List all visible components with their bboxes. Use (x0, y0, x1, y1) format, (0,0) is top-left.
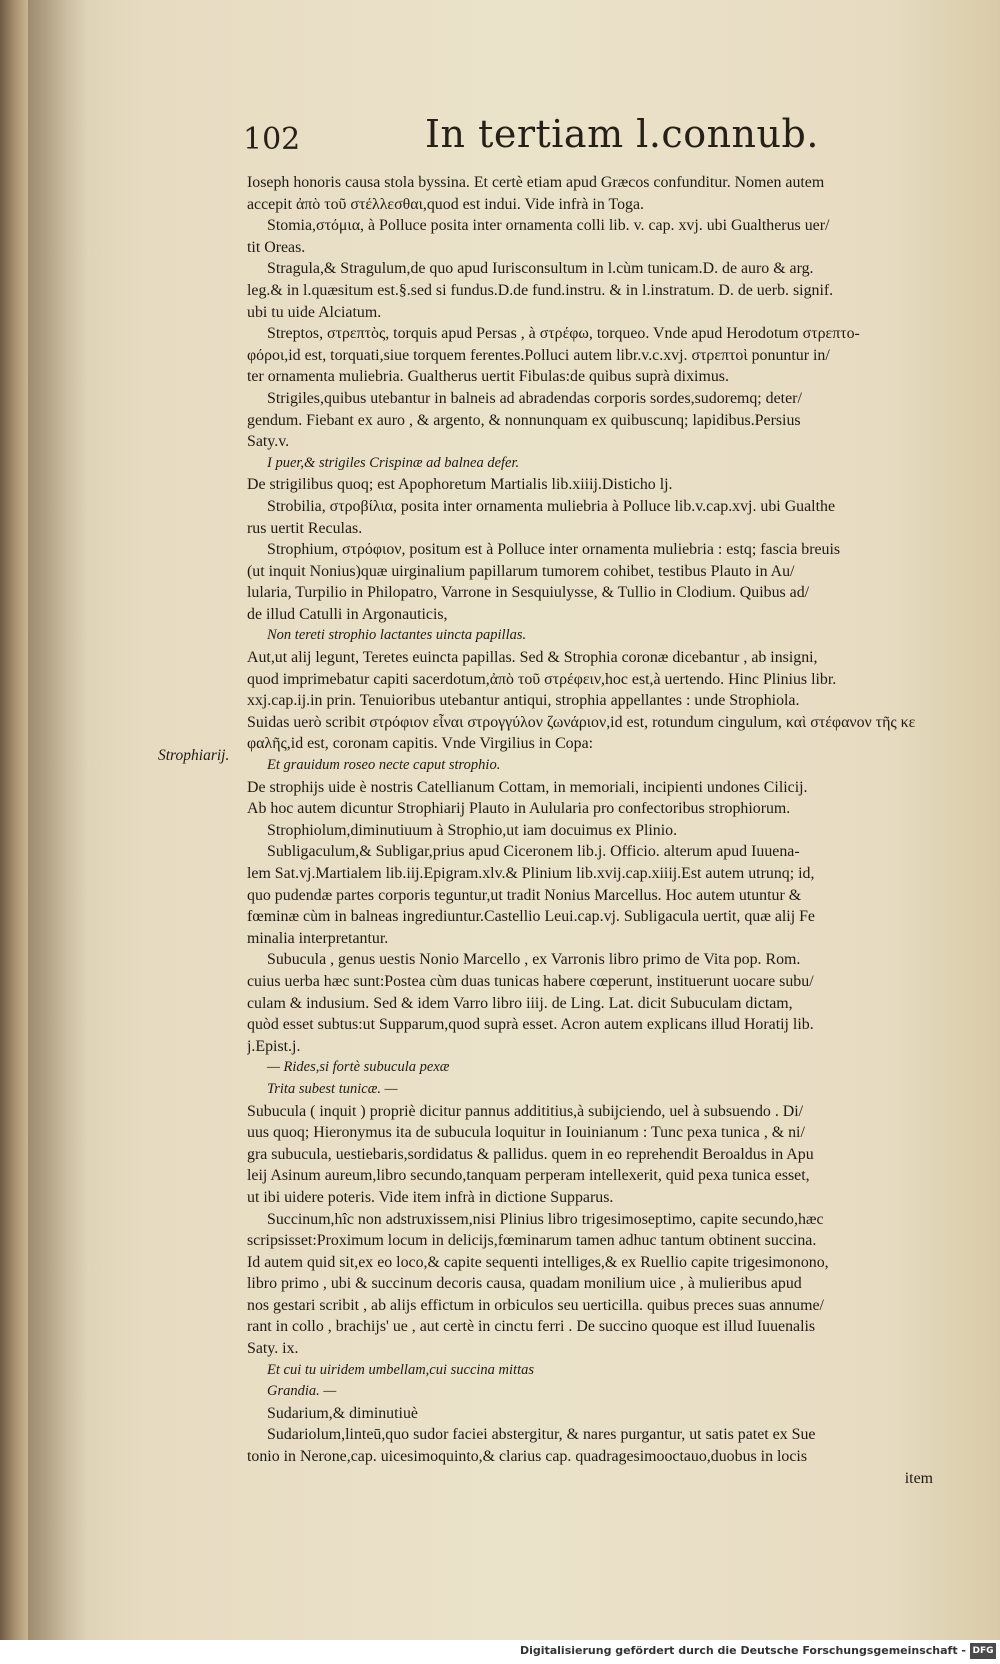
text-line: Sudariolum,linteū,quo sudor faciei abstergitur, & nares purgantur, ut satis patet ex Sue (267, 1426, 816, 1444)
text-line: Suidas uerò scribit στρόφιον εἶναι στρογγύλον ζωνάριον,id est, rotundum cingulum, καὶ στέφανον τῆς κε (247, 713, 916, 731)
text-line: quòd esset subtus:ut Supparum,quod suprà esset. Acron autem explicans illud Horatij lib. (247, 1016, 814, 1034)
text-line: Id autem quid sit,ex eo loco,& capite sequenti intelliges,& ex Ruellio capite trigesimonono, (247, 1253, 829, 1271)
text-line: (ut inquit Nonius)quæ uirginalium papillarum tumorem cohibet, testibus Plauto in Au/ (247, 562, 795, 580)
text-line: fœminæ cùm in balneas ingrediuntur.Castellio Leui.cap.vj. Subligacula uertit, quæ alij Fe (247, 908, 815, 926)
text-line: accepit ἀπὸ τοῦ στέλλεσθαι,quod est indui. Vide infrà in Toga. (247, 195, 644, 213)
text-line: cuius uerba hæc sunt:Postea cùm duas tunicas habere cœperunt, instituerunt uocare subu/ (247, 972, 814, 990)
text-line: j.Epist.j. (247, 1037, 301, 1055)
text-line: rant in collo , brachijs' ue , aut certè in cinctu ferri . De succino quoque est illud Iuuenalis (247, 1318, 816, 1336)
text-line: libro primo , ubi & succinum decoris causa, quadam monilium uice , à mulieribus apud (247, 1275, 802, 1293)
text-line: tonio in Nerone,cap. uicesimoquinto,& clarius cap. quadragesimooctauo,duobus in locis (247, 1448, 808, 1466)
text-line: Et cui tu uiridem umbellam,cui succina mittas (267, 1361, 535, 1378)
text-line: ter ornamenta muliebria. Gualtherus uertit Fibulas:de quibus suprà diximus. (247, 368, 729, 386)
text-line: Stragula,& Stragulum,de quo apud Iurisconsultum in l.cùm tunicam.D. de auro & arg. (267, 260, 814, 278)
text-line: scripsisset:Proximum locum in delicijs,fœminarum tamen adhuc tantum obtinent succina. (247, 1232, 817, 1250)
text-line: Grandia. — (267, 1383, 337, 1400)
text-line: — Rides,si fortè subucula pexæ (267, 1059, 450, 1076)
text-line: De strophijs uide è nostris Catellianum Cottam, in memoriali, incipienti undones Cilicij. (247, 778, 808, 796)
dfg-logo: DFG (970, 1643, 996, 1659)
text-line: ut ibi uidere poteris. Vide item infrà in dictione Supparus. (247, 1188, 614, 1206)
text-line: Ioseph honoris causa stola byssina. Et certè etiam apud Græcos confunditur. Nomen autem (247, 174, 825, 191)
text-line: Trita subest tunicæ. — (267, 1080, 398, 1097)
text-line: lem Sat.vj.Martialem lib.iij.Epigram.xlv.& Plinium lib.xvij.cap.xiiij.Est autem utrunq; id, (247, 865, 815, 882)
text-line: Strophiolum,diminutiuum à Strophio,ut iam docuimus ex Plinio. (267, 821, 678, 839)
text-line: Et grauidum roseo necte caput strophio. (267, 757, 501, 774)
text-line: I puer,& strigiles Crispinæ ad balnea defer. (267, 454, 520, 471)
text-line: culam & indusium. Sed & idem Varro libro iiij. de Ling. Lat. dicit Subuculam dictam, (247, 994, 793, 1012)
text-line: Sudarium,& diminutiuè (267, 1404, 418, 1422)
margin-note: Strophiarij. (158, 747, 230, 764)
text-line: nos gestari scribit , ab alijs effictum in orbiculos seu uerticilla. quibus preces suas annume/ (247, 1296, 824, 1314)
text-line: gendum. Fiebant ex auro , & argento, & nonnunquam ex quibuscunq; lapidibus.Persius (247, 411, 801, 429)
text-line: rus uertit Reculas. (247, 519, 363, 537)
text-line: quo pudendæ partes corporis teguntur,ut tradit Nonius Marcellus. Hoc autem utuntur & (247, 886, 802, 904)
text-line: gra subucula, uestiebaris,sordidatus & pallidus. quem in eo reprehendit Beroaldus in Apu (247, 1145, 814, 1163)
text-line: Aut,ut alij legunt, Teretes euincta papillas. Sed & Strophia coronæ dicebantur , ab insigni, (247, 649, 818, 667)
text-line: Saty.v. (247, 433, 290, 451)
text-line: Stomia,στόμια, à Polluce posita inter ornamenta colli lib. v. cap. xvj. ubi Gualtherus uer/ (267, 217, 830, 235)
text-line: Subligaculum,& Subligar,prius apud Ciceronem lib.j. Officio. alterum apud Iuuena- (267, 843, 800, 861)
text-line: Saty. ix. (247, 1340, 299, 1358)
running-head: In tertiam l.connub. (425, 112, 819, 156)
text-line: Subucula , genus uestis Nonio Marcello , ex Varronis libro primo de Vita pop. Rom. (267, 951, 801, 969)
text-line: Strophium, στρόφιον, positum est à Polluce inter ornamenta muliebria : estq; fascia breuis (267, 541, 841, 559)
text-line: leg.& in l.quæsitum est.§.sed si fundus.D.de fund.instru. & in l.instratum. D. de uerb. signif. (247, 281, 834, 299)
text-line: quod imprimebatur capiti sacerdotum,ἀπὸ τοῦ στρέφειν,hoc est,à uertendo. Hinc Plinius libr. (247, 670, 837, 688)
footer-bar (0, 1640, 1000, 1664)
text-line: Ab hoc autem dicuntur Strophiarij Plauto in Aulularia pro confectoribus strophiorum. (247, 800, 791, 818)
text-line: φαλῆς,id est, coronam capitis. Vnde Virgilius in Copa: (247, 735, 594, 753)
text-line: minalia interpretantur. (247, 929, 389, 947)
text-line: Succinum,hîc non adstruxissem,nisi Plinius libro trigesimoseptimo, capite secundo,hæc (267, 1210, 824, 1228)
text-line: uus quoq; Hieronymus ita de subucula loquitur in Iouinianum : Tunc pexa tunica , & ni/ (247, 1124, 805, 1142)
text-line: Strobilia, στροβίλια, posita inter ornamenta muliebria à Polluce lib.v.cap.xvj. ubi Gualthe (267, 497, 835, 515)
text-line: Non tereti strophio lactantes uincta papillas. (267, 627, 527, 644)
text-line: De strigilibus quoq; est Apophoretum Martialis lib.xiiij.Disticho lj. (247, 476, 673, 494)
text-line: xxj.cap.ij.in prin. Tenuioribus utebantur antiqui, strophia appellantes : unde Strophiola. (247, 692, 800, 710)
text-line: lularia, Turpilio in Philopatro, Varrone in Sesquiulysse, & Tullio in Clodium. Quibus ad/ (247, 584, 810, 602)
text-line: φόροι,id est, torquati,siue torquem ferentes.Polluci autem libr.v.c.xvj. στρεπτοὶ ponuntur in/ (247, 346, 830, 364)
text-line: tit Oreas. (247, 238, 306, 256)
text-line: Streptos, στρεπτὸς, torquis apud Persas , à στρέφω, torqueo. Vnde apud Herodotum στρεπτο- (267, 325, 860, 343)
page-number: 102 (243, 122, 301, 157)
text-line: Subucula ( inquit ) propriè dicitur pannus addititius,à subijciendo, uel à subsuendo . Di/ (247, 1102, 804, 1120)
text-line: de illud Catulli in Argonauticis, (247, 605, 448, 623)
funding-credit: Digitalisierung gefördert durch die Deutsche Forschungsgemeinschaft - (519, 1644, 966, 1657)
text-line: Strigiles,quibus utebantur in balneis ad abradendas corporis sordes,sudoremq; deter/ (267, 389, 802, 407)
text-line: leij Asinum aureum,libro secundo,tanquam perperam intellexerit, quid pexa tunica esset, (247, 1167, 810, 1185)
body-text (247, 172, 933, 1489)
text-line: item (904, 1469, 933, 1487)
text-line: ubi tu uide Alciatum. (247, 303, 382, 321)
page-header (243, 112, 923, 172)
gutter-shadow (28, 0, 88, 1640)
